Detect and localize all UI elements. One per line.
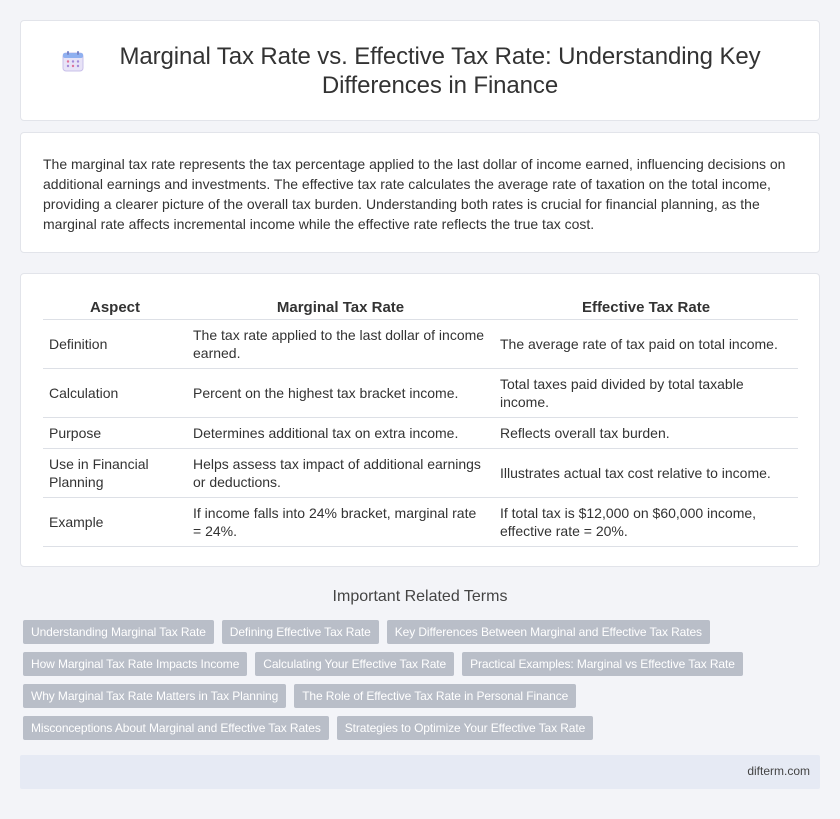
related-term-tag[interactable]: Why Marginal Tax Rate Matters in Tax Planning: [23, 684, 286, 708]
header-card: [20, 20, 820, 121]
related-term-tag[interactable]: Misconceptions About Marginal and Effective Tax Rates: [23, 716, 329, 740]
table-row: [43, 319, 798, 368]
related-terms-heading: Important Related Terms: [332, 588, 508, 605]
table-row: [43, 368, 798, 417]
page-title: Marginal Tax Rate vs. Effective Tax Rate: Understanding Key Differences in Finance: [119, 42, 761, 99]
table-row: [43, 417, 798, 448]
related-term-tag[interactable]: Calculating Your Effective Tax Rate: [255, 652, 454, 676]
intro-paragraph: The marginal tax rate represents the tax percentage applied to the last dollar of income earned, influencing decisions on additional earnings and investments. The effective tax rate calculates the average rate of taxation on the total income, providing a clearer picture of the overall tax burden. Understanding both rates is crucial for financial planning, as the marginal rate affects incremental income while the effective rate reflects the true tax cost.: [43, 156, 786, 232]
table-cell-aspect: Example: [43, 497, 187, 546]
table-cell-aspect: Definition: [43, 319, 187, 368]
related-term-tag[interactable]: The Role of Effective Tax Rate in Personal Finance: [294, 684, 576, 708]
table-cell-marginal: Determines additional tax on extra income.: [187, 417, 494, 448]
site-link[interactable]: difterm.com: [747, 764, 810, 778]
related-term-tag[interactable]: Strategies to Optimize Your Effective Tax Rate: [337, 716, 593, 740]
table-cell-effective: Reflects overall tax burden.: [494, 417, 798, 448]
table-cell-aspect: Use in Financial Planning: [43, 448, 187, 497]
table-cell-effective: Total taxes paid divided by total taxable income.: [494, 368, 798, 417]
related-term-tag[interactable]: Understanding Marginal Tax Rate: [23, 620, 214, 644]
table-cell-effective: Illustrates actual tax cost relative to income.: [494, 448, 798, 497]
table-cell-aspect: Purpose: [43, 417, 187, 448]
intro-card: [20, 132, 820, 253]
column-header-aspect: Aspect: [43, 294, 187, 319]
related-terms-list: [23, 620, 813, 748]
table-header-row: [43, 294, 798, 319]
table-cell-marginal: Helps assess tax impact of additional earnings or deductions.: [187, 448, 494, 497]
column-header-effective: Effective Tax Rate: [494, 294, 798, 319]
table-cell-marginal: The tax rate applied to the last dollar of income earned.: [187, 319, 494, 368]
comparison-table-card: [20, 273, 820, 567]
related-term-tag[interactable]: Key Differences Between Marginal and Effective Tax Rates: [387, 620, 710, 644]
table-cell-effective: The average rate of tax paid on total income.: [494, 319, 798, 368]
table-cell-marginal: Percent on the highest tax bracket income.: [187, 368, 494, 417]
table-row: [43, 497, 798, 546]
comparison-table: [43, 294, 798, 547]
table-row: [43, 448, 798, 497]
table-cell-effective: If total tax is $12,000 on $60,000 income, effective rate = 20%.: [494, 497, 798, 546]
table-cell-aspect: Calculation: [43, 368, 187, 417]
related-term-tag[interactable]: Defining Effective Tax Rate: [222, 620, 379, 644]
table-cell-marginal: If income falls into 24% bracket, marginal rate = 24%.: [187, 497, 494, 546]
footer-bar: [20, 755, 820, 789]
related-term-tag[interactable]: How Marginal Tax Rate Impacts Income: [23, 652, 247, 676]
calendar-icon: [61, 49, 85, 73]
column-header-marginal: Marginal Tax Rate: [187, 294, 494, 319]
related-term-tag[interactable]: Practical Examples: Marginal vs Effective Tax Rate: [462, 652, 743, 676]
